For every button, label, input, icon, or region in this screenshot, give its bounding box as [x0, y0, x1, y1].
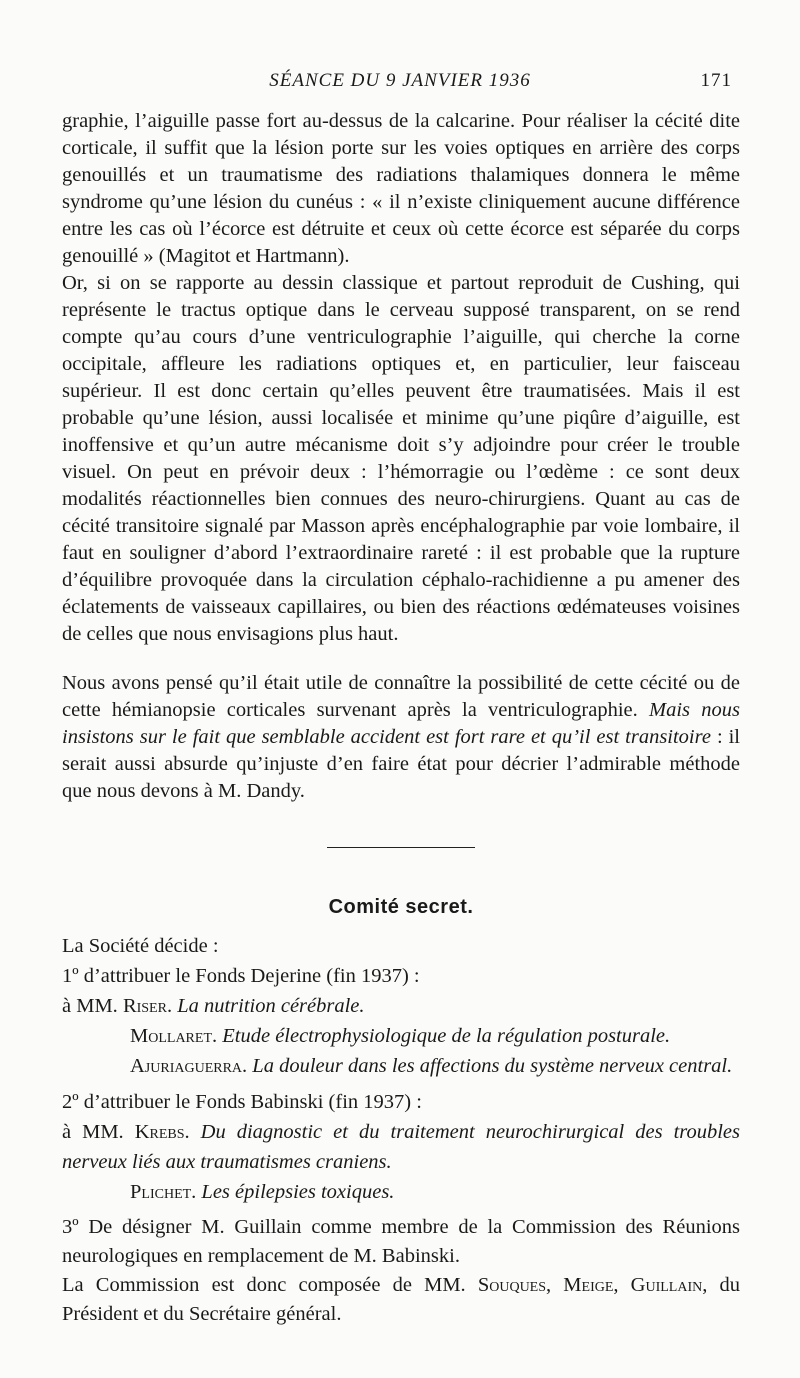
item-2-award-1: [62, 1117, 740, 1177]
commission-composition: [62, 1271, 740, 1329]
paragraph-2: Or, si on se rapporte au dessin classique et partout reproduit de Cushing, qui représente le tractus optique dans le cerveau supposé transparent, on se rend compte qu’au cours d’une ventriculographie l’aiguille, qui cherche la corne occipitale, affleure les radiations optiques et, en particulier, leur faisceau supérieur. Il est donc certain qu’elles peuvent être traumatisées. Mais il est probable qu’une lésion, aussi localisée et minime qu’une piqûre d’aiguille, est inoffensive et qu’un autre mécanisme doit s’y adjoindre pour créer le trouble visuel. On peut en prévoir deux : l’hémorragie ou l’œdème : ce sont deux modalités réactionnelles bien connues des neuro-chirurgiens. Quant au cas de cécité transitoire signalé par Masson après encéphalographie par voie lombaire, il faut en souligner d’abord l’extraordinaire rareté : il est probable que la rupture d’équilibre provoquée dans la circulation céphalo-rachidienne a pu amener des éclatements de vaisseaux capillaires, ou bien des réactions œdémateuses voisines de celles que nous envisagions plus haut.: [62, 272, 740, 645]
award-name: Riser.: [122, 995, 173, 1017]
award-title: Etude électrophysiologique de la régulation posturale.: [222, 1025, 671, 1047]
item-1-prefix: à MM.: [62, 995, 118, 1017]
item-2-award-2: [62, 1177, 740, 1207]
commission-names: Souques, Meige, Guillain,: [477, 1274, 708, 1296]
page-number: 171: [700, 70, 732, 91]
award-title: Du diagnostic et du traitement neurochirurgical des troubles nerveux liés aux traumatismes craniens.: [62, 1121, 741, 1173]
running-header: [60, 70, 740, 100]
award-name: Mollaret.: [130, 1025, 218, 1047]
item-1-award-1: [62, 991, 740, 1021]
commission-start: La Commission est donc composée de MM.: [62, 1274, 466, 1296]
item-1-award-3: [62, 1051, 740, 1081]
award-name: Krebs.: [134, 1121, 190, 1143]
section-intro: La Société décide :: [62, 935, 219, 957]
award-title: Les épilepsies toxiques.: [201, 1181, 395, 1203]
item-2-prefix: à MM.: [62, 1121, 124, 1143]
award-title: La douleur dans les affections du système nerveux central.: [252, 1055, 733, 1077]
paragraph-3-end: : il serait aussi absurde qu’injuste d’en faire état pour décrier l’admirable méthode que nous devons à M. Dandy.: [62, 726, 740, 802]
running-title: SÉANCE DU 9 JANVIER 1936: [269, 70, 531, 91]
paragraph-1: graphie, l’aiguille passe fort au-dessus de la calcarine. Pour réaliser la cécité dite corticale, il suffit que la lésion porte sur les voies optiques en arrière des corps genouillés et un traumatisme des radiations thalamiques donnera le même syndrome qu’une lésion du cunéus : « il n’existe cliniquement aucune différence entre les cas où l’écorce est détruite et ceux où cette écorce est séparée du corps genouillé » (Magitot et Hartmann).: [62, 110, 740, 267]
item-1-award-2: [62, 1021, 740, 1051]
item-3: 3º De désigner M. Guillain comme membre de la Commission des Réunions neurologiques en remplacement de M. Babinski.: [62, 1216, 740, 1267]
award-name: Plichet.: [130, 1181, 197, 1203]
page-body: [62, 108, 740, 1329]
section-title: Comité secret.: [328, 896, 474, 918]
section-divider: [327, 847, 475, 848]
item-1: 1º d’attribuer le Fonds Dejerine (fin 1937) :: [62, 965, 420, 987]
item-2: 2º d’attribuer le Fonds Babinski (fin 1937) :: [62, 1091, 422, 1113]
paragraph-3-italic: Mais nous insistons sur le fait que semblable accident est fort rare et qu’il est transitoire: [62, 699, 740, 748]
award-title: La nutrition cérébrale.: [177, 995, 365, 1017]
award-name: Ajuriaguerra.: [130, 1055, 248, 1077]
paragraph-3: [62, 670, 740, 805]
paragraph-3-start: Nous avons pensé qu’il était utile de connaître la possibilité de cette cécité ou de cette hémianopsie corticales survenant après la ventriculographie.: [62, 672, 740, 721]
commission-end: du Président et du Secrétaire général.: [62, 1274, 741, 1325]
